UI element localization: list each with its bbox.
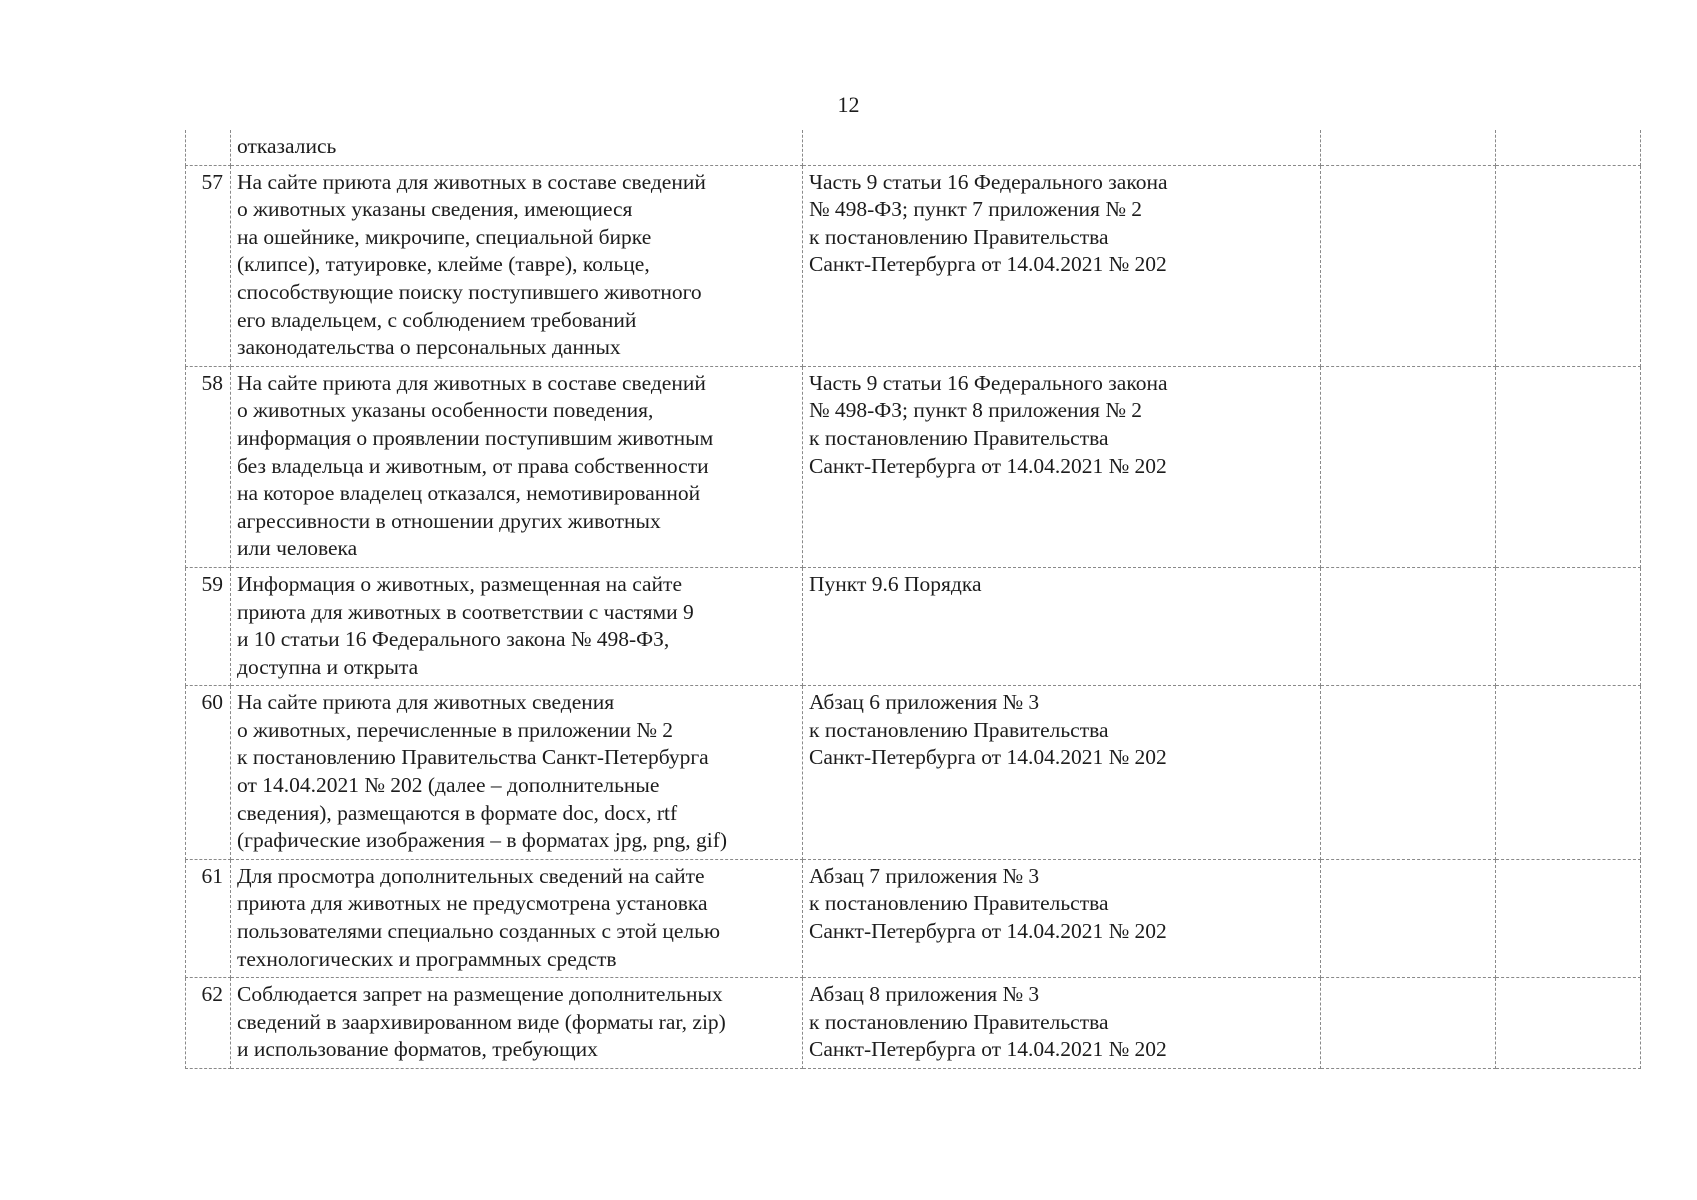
page-number: 12 — [837, 92, 860, 117]
requirement-cell: Соблюдается запрет на размещение дополнительных сведений в заархивированном виде (форматы rar, zip) и использование форматов, требующих — [231, 978, 803, 1069]
requirement-cell: отказались — [231, 130, 803, 165]
empty-cell — [1321, 686, 1496, 860]
table-row-continued — [186, 130, 1641, 165]
reference-cell — [803, 130, 1321, 165]
row-number-cell — [186, 130, 231, 165]
requirement-cell: Для просмотра дополнительных сведений на сайте приюта для животных не предусмотрена установка пользователями специально созданных с этой целью технологических и программных средств — [231, 859, 803, 977]
empty-cell — [1496, 978, 1641, 1069]
reference-cell: Часть 9 статьи 16 Федерального закона № 498-ФЗ; пункт 8 приложения № 2 к постановлению Правительства Санкт-Петербурга от 14.04.2021 № 202 — [803, 366, 1321, 567]
reference-cell: Пункт 9.6 Порядка — [803, 567, 1321, 685]
table-row-58 — [186, 366, 1641, 567]
table-row-61 — [186, 859, 1641, 977]
row-number-cell: 58 — [186, 366, 231, 567]
requirement-cell: На сайте приюта для животных в составе сведений о животных указаны особенности поведения, информация о проявлении поступившим животным без владельца и животным, от права собственности на которое владелец отказался, немотивированной агрессивности в отношении других животных или человека — [231, 366, 803, 567]
empty-cell — [1496, 165, 1641, 366]
table-row-57 — [186, 165, 1641, 366]
table-row-59 — [186, 567, 1641, 685]
row-number-cell: 60 — [186, 686, 231, 860]
reference-cell: Абзац 8 приложения № 3 к постановлению Правительства Санкт-Петербурга от 14.04.2021 № 202 — [803, 978, 1321, 1069]
row-number-cell: 62 — [186, 978, 231, 1069]
empty-cell — [1321, 366, 1496, 567]
checklist-table — [185, 130, 1641, 1069]
reference-cell: Часть 9 статьи 16 Федерального закона № 498-ФЗ; пункт 7 приложения № 2 к постановлению Правительства Санкт-Петербурга от 14.04.2021 № 202 — [803, 165, 1321, 366]
empty-cell — [1321, 130, 1496, 165]
empty-cell — [1496, 859, 1641, 977]
table-row-62 — [186, 978, 1641, 1069]
row-number-cell: 59 — [186, 567, 231, 685]
requirement-cell: На сайте приюта для животных в составе сведений о животных указаны сведения, имеющиеся на ошейнике, микрочипе, специальной бирке (клипсе), татуировке, клейме (тавре), кольце, способствующие поиску поступившего животного его владельцем, с соблюдением требований законодательства о персональных данных — [231, 165, 803, 366]
requirement-cell: На сайте приюта для животных сведения о животных, перечисленные в приложении № 2 к постановлению Правительства Санкт-Петербурга от 14.04.2021 № 202 (далее – дополнительные сведения), размещаются в формате doc, docx, rtf (графические изображения – в форматах jpg, png, gif) — [231, 686, 803, 860]
row-number-cell: 57 — [186, 165, 231, 366]
empty-cell — [1496, 567, 1641, 685]
reference-cell: Абзац 7 приложения № 3 к постановлению Правительства Санкт-Петербурга от 14.04.2021 № 202 — [803, 859, 1321, 977]
empty-cell — [1321, 859, 1496, 977]
empty-cell — [1496, 130, 1641, 165]
empty-cell — [1321, 165, 1496, 366]
row-number-cell: 61 — [186, 859, 231, 977]
empty-cell — [1321, 567, 1496, 685]
table-row-60 — [186, 686, 1641, 860]
empty-cell — [1321, 978, 1496, 1069]
reference-cell: Абзац 6 приложения № 3 к постановлению Правительства Санкт-Петербурга от 14.04.2021 № 202 — [803, 686, 1321, 860]
requirement-cell: Информация о животных, размещенная на сайте приюта для животных в соответствии с частями 9 и 10 статьи 16 Федерального закона № 498-ФЗ, доступна и открыта — [231, 567, 803, 685]
empty-cell — [1496, 366, 1641, 567]
empty-cell — [1496, 686, 1641, 860]
